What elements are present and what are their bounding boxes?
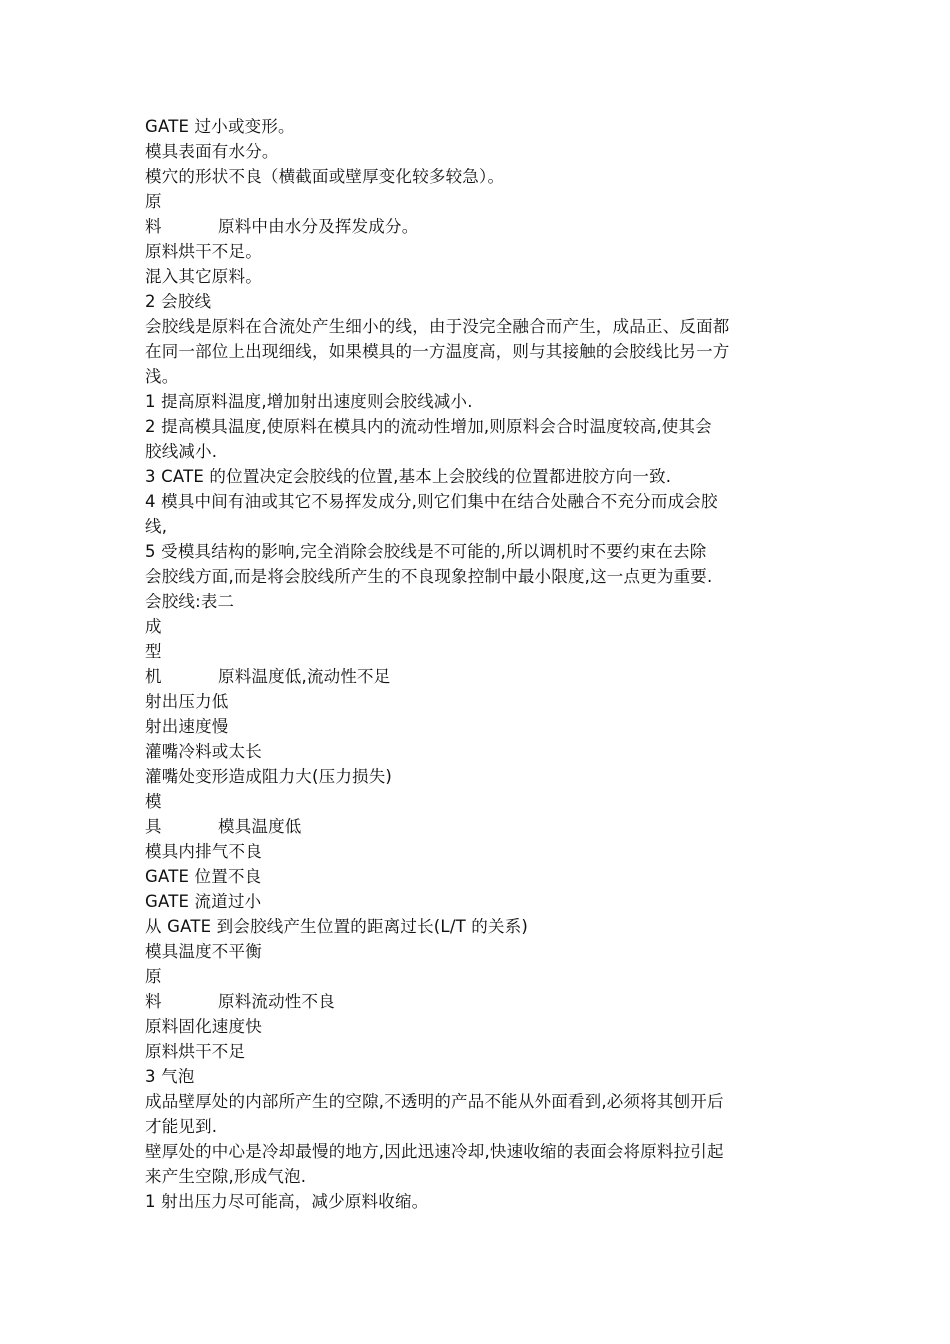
text-line: 2 会胶线 <box>145 292 212 311</box>
text-line: 混入其它原料。 <box>145 267 262 286</box>
table-row <box>145 214 815 239</box>
text-line: 5 受模具结构的影响,完全消除会胶线是不可能的,所以调机时不要约束在去除 <box>145 542 707 561</box>
text-line: 线, <box>145 517 168 536</box>
row-label: 料 <box>145 217 162 236</box>
text-line: 原 <box>145 192 162 211</box>
text-line: 灌嘴处变形造成阻力大(压力损失) <box>145 767 393 786</box>
text-line: 浅。 <box>145 367 179 386</box>
document-body <box>145 114 815 1214</box>
text-line: 原料烘干不足 <box>145 1042 246 1061</box>
text-line: 模具表面有水分。 <box>145 142 279 161</box>
text-line: 模具温度不平衡 <box>145 942 262 961</box>
text-line: 成品壁厚处的内部所产生的空隙,不透明的产品不能从外面看到,必须将其刨开后 <box>145 1092 724 1111</box>
table-row <box>145 989 815 1014</box>
text-line: 射出压力低 <box>145 692 229 711</box>
text-line: 壁厚处的中心是冷却最慢的地方,因此迅速冷却,快速收缩的表面会将原料拉引起 <box>145 1142 724 1161</box>
text-line: 1 射出压力尽可能高，减少原料收缩。 <box>145 1192 429 1211</box>
table-row <box>145 814 815 839</box>
text-line: 模 <box>145 792 162 811</box>
text-line: 射出速度慢 <box>145 717 229 736</box>
text-line: GATE 流道过小 <box>145 892 262 911</box>
text-line: 3 气泡 <box>145 1067 195 1086</box>
text-line: 原 <box>145 967 162 986</box>
text-line: 灌嘴冷料或太长 <box>145 742 262 761</box>
text-line: 3 CATE 的位置决定会胶线的位置,基本上会胶线的位置都进胶方向一致. <box>145 467 672 486</box>
text-line: 才能见到. <box>145 1117 218 1136</box>
text-line: 2 提高模具温度,使原料在模具内的流动性增加,则原料会合时温度较高,使其会 <box>145 417 712 436</box>
text-line: 模穴的形状不良（横截面或壁厚变化较多较急）。 <box>145 167 505 186</box>
text-line: 来产生空隙,形成气泡. <box>145 1167 307 1186</box>
text-line: GATE 位置不良 <box>145 867 262 886</box>
text-line: 模具内排气不良 <box>145 842 262 861</box>
text-line: 原料烘干不足。 <box>145 242 262 261</box>
row-text: 原料中由水分及挥发成分。 <box>218 217 419 236</box>
text-line: GATE 过小或变形。 <box>145 117 295 136</box>
text-line: 胶线减小. <box>145 442 218 461</box>
text-line: 在同一部位上出现细线，如果模具的一方温度高，则与其接触的会胶线比另一方 <box>145 342 730 361</box>
text-line: 会胶线方面,而是将会胶线所产生的不良现象控制中最小限度,这一点更为重要. <box>145 567 713 586</box>
text-line: 原料固化速度快 <box>145 1017 262 1036</box>
text-line: 成 <box>145 617 162 636</box>
text-line: 4 模具中间有油或其它不易挥发成分,则它们集中在结合处融合不充分而成会胶 <box>145 492 718 511</box>
row-text: 原料流动性不良 <box>218 992 335 1011</box>
row-text: 原料温度低,流动性不足 <box>218 667 391 686</box>
text-line: 会胶线:表二 <box>145 592 235 611</box>
row-label: 料 <box>145 992 162 1011</box>
text-line: 1 提高原料温度,增加射出速度则会胶线减小. <box>145 392 473 411</box>
table-row <box>145 664 815 689</box>
text-line: 型 <box>145 642 162 661</box>
row-text: 模具温度低 <box>218 817 302 836</box>
row-label: 机 <box>145 667 162 686</box>
text-line: 会胶线是原料在合流处产生细小的线，由于没完全融合而产生，成品正、反面都 <box>145 317 730 336</box>
row-label: 具 <box>145 817 162 836</box>
text-line: 从 GATE 到会胶线产生位置的距离过长(L/T 的关系) <box>145 917 529 936</box>
